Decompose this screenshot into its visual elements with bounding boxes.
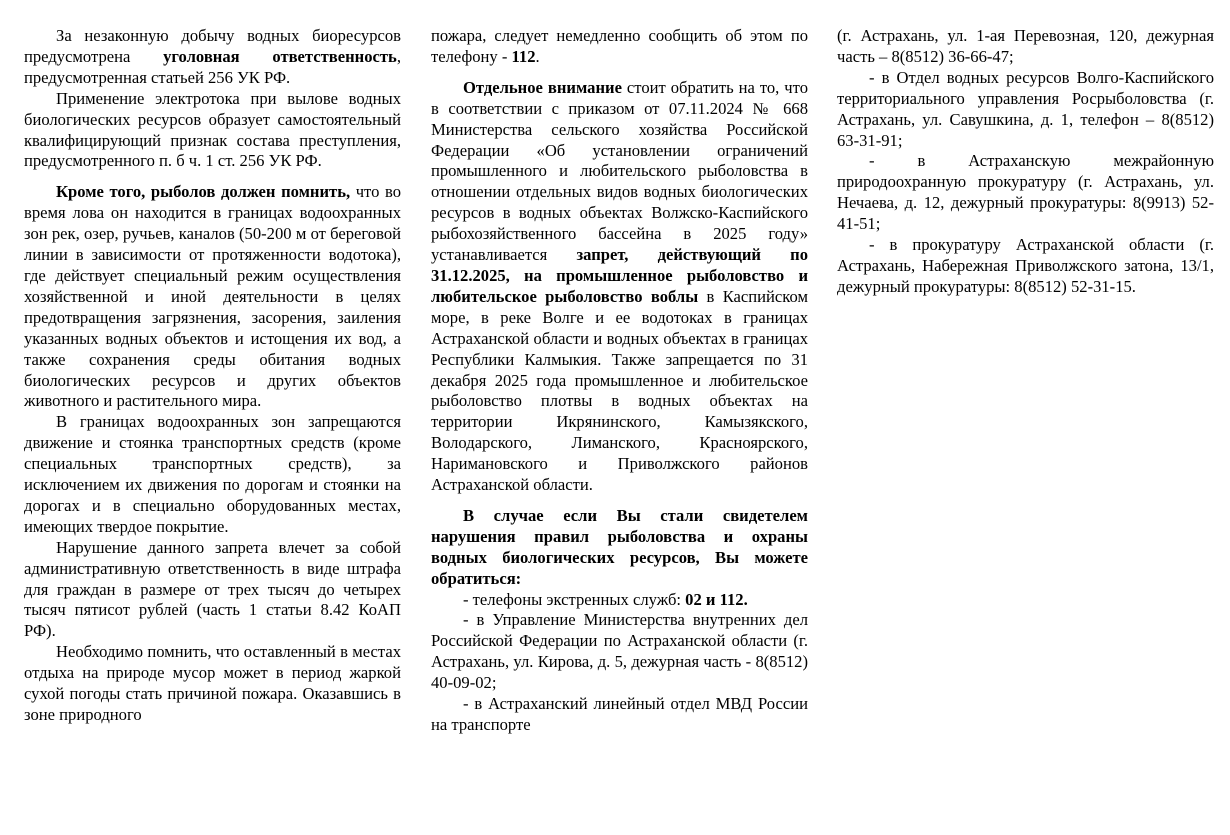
paragraph-bold-text: запрет, действующий по 31.12.2025, на промышленное рыболовство и любительское рыболовство воблы — [431, 245, 808, 306]
paragraph-electric-current: Применение электротока при вылове водных биологических ресурсов образует самостоятельный квалифицирующий признак состава преступления, предусмотренного п. б ч. 1 ст. 256 УК РФ. — [24, 88, 401, 171]
paragraph-bold-text: Кроме того, рыболов должен помнить, — [56, 182, 351, 202]
paragraph-text: За незаконную добычу водных биоресурсов предусмотрена — [24, 26, 401, 66]
list-item-regional-prosecutor: - в прокуратуру Астраханской области (г. Астрахань, Набережная Приволжского затона, 13/1, дежурный прокуратуры: 8(8512) 52-31-15. — [837, 235, 1214, 296]
text-column-1 — [24, 26, 401, 726]
paragraph-bold-text: В случае если Вы стали свидетелем нарушения правил рыболовства и охраны водных биологических ресурсов, Вы можете обратиться: — [431, 505, 808, 588]
paragraph-text: - телефоны экстренных служб: — [463, 589, 686, 609]
list-item-emergency-phones — [431, 590, 808, 611]
paragraph-bold-text: Отдельное внимание — [463, 77, 622, 97]
list-item-linear-department-address: (г. Астрахань, ул. 1-ая Перевозная, 120, дежурная часть – 8(8512) 36-66-47; — [837, 26, 1214, 66]
paragraph-fine: Нарушение данного запрета влечет за собой административную ответственность в виде штрафа для граждан в размере от трех тысяч до четырех тысяч пятисот рублей (часть 1 статьи 8.42 КоАП РФ). — [24, 537, 401, 641]
text-column-3 — [837, 26, 1214, 298]
paragraph-fire-report — [431, 26, 808, 68]
list-item-mvd-astrakhan: - в Управление Министерства внутренних дел Российской Федерации по Астраханской области (г. Астрахань, ул. Кирова, д. 5, дежурная часть - 8(8512) 40-09-02; — [431, 610, 808, 693]
paragraph-witness-contacts-heading — [431, 506, 808, 590]
paragraph-water-protection-zones — [24, 182, 401, 412]
paragraph-bold-text: уголовная ответственность — [163, 46, 397, 66]
list-item-environmental-prosecutor: - в Астраханскую межрайонную природоохранную прокуратуру (г. Астрахань, ул. Нечаева, д. 12, дежурный прокуратуры: 8(9913) 52-41-51; — [837, 151, 1214, 234]
paragraph-text: в Каспийском море, в реке Волге и ее водотоках в границах Астраханской области и водных объектах в границах Республики Калмыкия. Также запрещается по 31 декабря 2025 года промышленное и любительское рыболовство плотвы в водных объектах на территории Икрянинского, Камызякского, Володарского, Лиманского, Красноярского, Наримановского и Приволжского районов Астраханской области. — [431, 286, 808, 495]
paragraph-vehicle-ban: В границах водоохранных зон запрещаются движение и стоянка транспортных средств (кроме специальных транспортных средств), за исключением их движения по дорогам и стоянки на дорогах и в специально оборудованных местах, имеющих твердое покрытие. — [24, 412, 401, 536]
paragraph-text: пожара, следует немедленно сообщить об этом по телефону - — [431, 26, 808, 66]
list-item-linear-department: - в Астраханский линейный отдел МВД России на транспорте — [431, 694, 808, 734]
list-item-water-resources-department: - в Отдел водных ресурсов Волго-Каспийского территориального управления Росрыболовства (г. Астрахань, ул. Савушкина, д. 1, телефон – 8(8512) 63-31-91; — [837, 67, 1214, 150]
paragraph-text: . — [535, 46, 540, 66]
paragraph-text: , предусмотренная статьей 256 УК РФ. — [24, 46, 401, 87]
paragraph-garbage-fire: Необходимо помнить, что оставленный в местах отдыха на природе мусор может в период жаркой сухой погоды стать причиной пожара. Оказавшись в зоне природного — [24, 642, 401, 724]
text-column-2 — [431, 26, 808, 736]
paragraph-criminal-liability — [24, 26, 401, 89]
paragraph-bold-text: 02 и 112. — [685, 589, 748, 609]
paragraph-fishing-ban-order — [431, 78, 808, 496]
paragraph-bold-text: 112 — [511, 46, 536, 66]
paragraph-text: что во время лова он находится в границах водоохранных зон рек, озер, ручьев, каналов (50-200 м от береговой линии в зависимости от протяженности водотока), где действует специальный режим осуществления хозяйственной и иной деятельности в целях предотвращения загрязнения, засорения, заиления указанных водных объектов и истощения их вод, а также сохранения среды обитания водных биологических ресурсов и других объектов животного и растительного мира. — [24, 182, 401, 411]
paragraph-text: стоит обратить на то, что в соответствии с приказом от 07.11.2024 № 668 Министерства сельского хозяйства Российской Федерации «Об установлении ограничений промышленного и любительского рыболовства в отношении отдельных видов водных биологических ресурсов в водных объектах Волжско-Каспийского рыбохозяйственного бассейна в 2025 году» устанавливается — [431, 77, 808, 265]
